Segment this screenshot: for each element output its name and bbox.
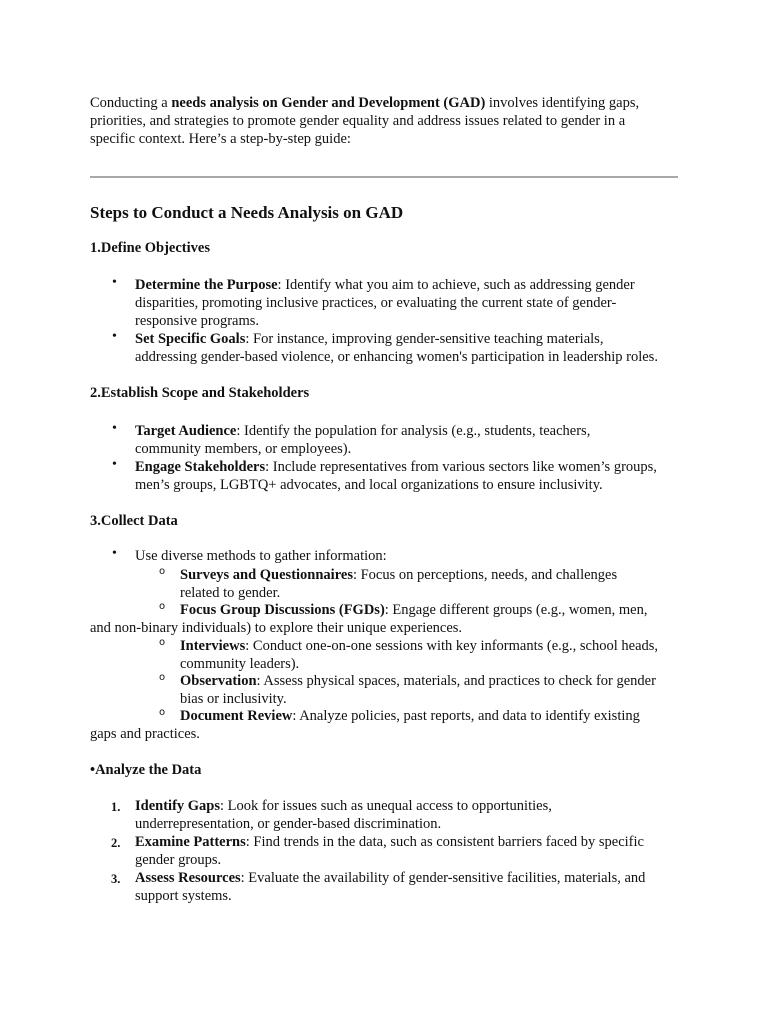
section-3-title: 3.Collect Data — [90, 513, 178, 529]
sub-list-item-text: Focus Group Discussions (FGDs): Engage different groups (e.g., women, men, — [180, 602, 648, 618]
list-item-text: Target Audience: Identify the population for analysis (e.g., students, teachers, — [135, 423, 591, 439]
section-4-title: •Analyze the Data — [90, 762, 202, 778]
circle-bullet-icon: o — [159, 637, 166, 648]
list-item-text: Engage Stakeholders: Include representatives from various sectors like women’s groups, — [135, 459, 657, 475]
section-2-title: 2.Establish Scope and Stakeholders — [90, 385, 310, 401]
list-item-text-cont: disparities, promoting inclusive practices, or evaluating the current state of gender- — [135, 295, 617, 311]
sub-list-item-text: Surveys and Questionnaires: Focus on perceptions, needs, and challenges — [180, 567, 618, 583]
page-title: Steps to Conduct a Needs Analysis on GAD — [90, 203, 404, 222]
circle-bullet-icon: o — [159, 707, 166, 718]
sub-list-item-text-cont: bias or inclusivity. — [180, 691, 287, 707]
sub-list-item-text-cont: and non-binary individuals) to explore their unique experiences. — [90, 620, 463, 636]
list-item-text: Set Specific Goals: For instance, improving gender-sensitive teaching materials, — [135, 331, 604, 347]
sub-list-item-text: Observation: Assess physical spaces, materials, and practices to check for gender — [180, 673, 656, 689]
numbered-item-text: Identify Gaps: Look for issues such as unequal access to opportunities, — [135, 798, 552, 814]
bullet-icon: • — [112, 421, 117, 436]
section-3-lead: Use diverse methods to gather information: — [135, 548, 387, 564]
intro-line-1: Conducting a needs analysis on Gender and Development (GAD) involves identifying gaps, — [90, 95, 640, 111]
list-item-text-cont: community members, or employees). — [135, 441, 352, 457]
list-item-text: Determine the Purpose: Identify what you aim to achieve, such as addressing gender — [135, 277, 635, 293]
numbered-item-text-cont: support systems. — [135, 888, 232, 904]
circle-bullet-icon: o — [159, 672, 166, 683]
list-item-text-cont: responsive programs. — [135, 313, 260, 329]
sub-list-item-text: Interviews: Conduct one-on-one sessions with key informants (e.g., school heads, — [180, 638, 659, 654]
sub-list-item-text: Document Review: Analyze policies, past reports, and data to identify existing — [180, 708, 640, 724]
horizontal-rule — [90, 176, 678, 178]
circle-bullet-icon: o — [159, 601, 166, 612]
bullet-icon: • — [112, 546, 117, 561]
sub-list-item-text-cont: gaps and practices. — [90, 726, 200, 742]
item-number: 2. — [111, 836, 121, 850]
numbered-item-text-cont: gender groups. — [135, 852, 222, 868]
numbered-item-text: Assess Resources: Evaluate the availability of gender-sensitive facilities, materials, and — [135, 870, 646, 886]
item-number: 1. — [111, 800, 121, 814]
list-item-text-cont: addressing gender-based violence, or enhancing women's participation in leadership roles. — [135, 349, 658, 365]
intro-line-2: priorities, and strategies to promote gender equality and address issues related to gender in a — [90, 113, 626, 129]
section-1-title: 1.Define Objectives — [90, 240, 210, 256]
list-item-text-cont: men’s groups, LGBTQ+ advocates, and local organizations to ensure inclusivity. — [135, 477, 603, 493]
bullet-icon: • — [112, 275, 117, 290]
sub-list-item-text-cont: community leaders). — [180, 656, 300, 672]
circle-bullet-icon: o — [159, 566, 166, 577]
numbered-item-text-cont: underrepresentation, or gender-based discrimination. — [135, 816, 442, 832]
bullet-icon: • — [112, 457, 117, 472]
numbered-item-text: Examine Patterns: Find trends in the data, such as consistent barriers faced by specific — [135, 834, 644, 850]
sub-list-item-text-cont: related to gender. — [180, 585, 281, 601]
item-number: 3. — [111, 872, 121, 886]
intro-line-3: specific context. Here’s a step-by-step guide: — [90, 131, 351, 147]
bullet-icon: • — [112, 329, 117, 344]
